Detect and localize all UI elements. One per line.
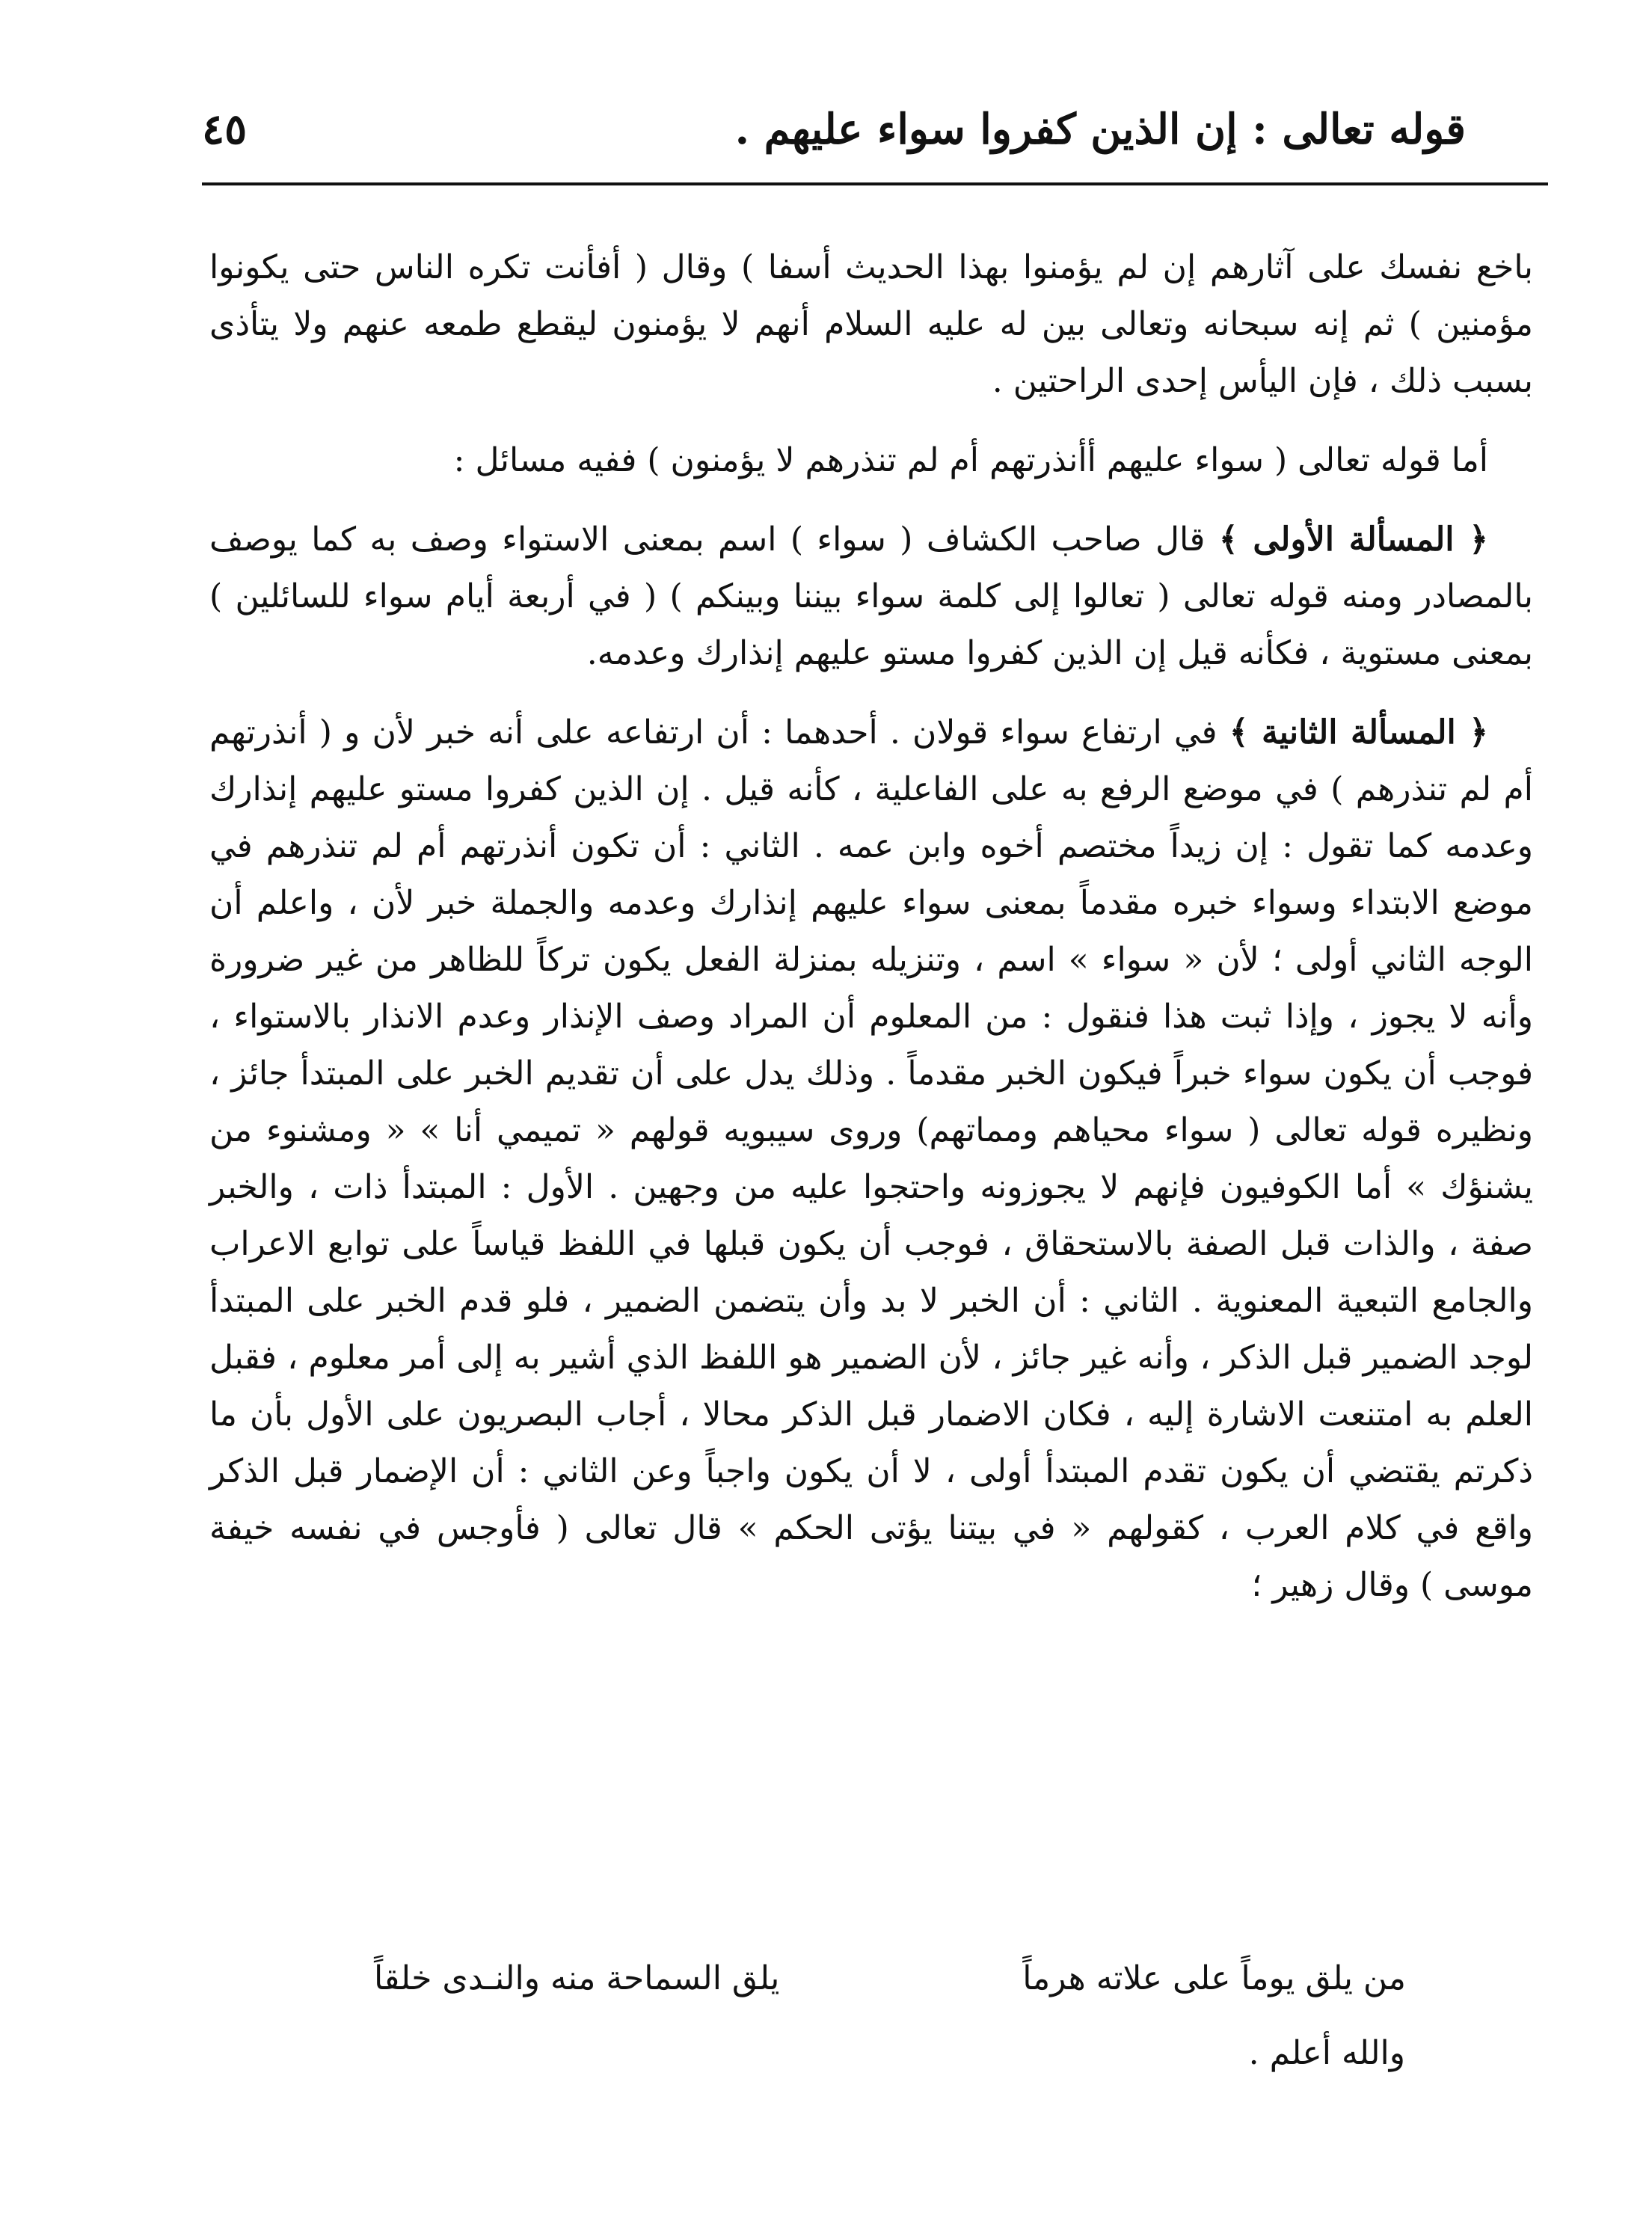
running-head: قوله تعالى : إن الذين كفروا سواء عليهم . (734, 105, 1466, 154)
paragraph-second-issue (209, 704, 1533, 1614)
second-issue-heading: ﴿ المسألة الثانية ﴾ (1229, 713, 1489, 752)
main-text (209, 239, 1533, 1614)
first-issue-heading: ﴿ المسألة الأولى ﴾ (1218, 520, 1488, 559)
paragraph-1: باخع نفسك على آثارهم إن لم يؤمنوا بهذا الحديث أسفا ) وقال ( أفأنت تكره الناس حتى يكونوا مؤمنين ) ثم إنه سبحانه وتعالى بين له عليه السلام أنهم لا يؤمنون ليقطع طمعه عنهم ولا يتأذى بسبب ذلك ، فإن اليأس إحدى الراحتين . (209, 248, 1533, 400)
paragraph-first-issue (209, 512, 1533, 682)
second-issue-text: في ارتفاع سواء قولان . أحدهما : أن ارتفاعه على أنه خبر لأن و ( أنذرتهم أم لم تنذرهم ) في موضع الرفع به على الفاعلية ، كأنه قيل . إن الذين كفروا مستو عليهم إنذارك وعدمه كما تقول : إن زيداً مختصم أخوه وابن عمه . الثاني : أن تكون أنذرتهم أم لم تنذرهم في موضع الابتداء وسواء خبره مقدماً بمعنى سواء عليهم إنذارك وعدمه والجملة خبر لأن ، واعلم أن الوجه الثاني أولى ؛ لأن « سواء » اسم ، وتنزيله بمنزلة الفعل يكون تركاً للظاهر من غير ضرورة وأنه لا يجوز ، وإذا ثبت هذا فنقول : من المعلوم أن المراد وصف الإنذار وعدم الانذار بالاستواء ، فوجب أن يكون سواء خبراً فيكون الخبر مقدماً . وذلك يدل على أن تقديم الخبر على المبتدأ جائز ، ونظيره قوله تعالى ( سواء محياهم ومماتهم) وروى سيبويه قولهم « تميمي أنا » « ومشنوء من يشنؤك » أما الكوفيون فإنهم لا يجوزونه واحتجوا عليه من وجهين . الأول : المبتدأ ذات ، والخبر صفة ، والذات قبل الصفة بالاستحقاق ، فوجب أن يكون قبلها في اللفظ قياساً على توابع الاعراب والجامع التبعية المعنوية . الثاني : أن الخبر لا بد وأن يتضمن الضمير ، فلو قدم الخبر على المبتدأ لوجد الضمير قبل الذكر ، وأنه غير جائز ، لأن الضمير هو اللفظ الذي أشير به إلى أمر معلوم ، فقبل العلم به امتنعت الاشارة إليه ، فكان الاضمار قبل الذكر محالا ، أجاب البصريون على الأول بأن ما ذكرتم يقتضي أن يكون تقدم المبتدأ أولى ، لا أن يكون واجباً وعن الثاني : أن الإضمار قبل الذكر واقع في كلام العرب ، كقولهم « في بيتنا يؤتى الحكم » قال تعالى ( فأوجس في نفسه خيفة موسى ) وقال زهير ؛ (209, 713, 1533, 1604)
verse-first-hemistich: من يلق يوماً على علاته هرماً (1022, 1959, 1406, 1997)
page-header (202, 105, 1548, 172)
header-divider (202, 182, 1548, 185)
first-issue-text: قال صاحب الكشاف ( سواء ) اسم بمعنى الاستواء وصف به كما يوصف بالمصادر ومنه قوله تعالى ( تعالوا إلى كلمة سواء بيننا وبينكم ) ( في أربعة أيام سواء للسائلين ) بمعنى مستوية ، فكأنه قيل إن الذين كفروا مستو عليهم إنذارك وعدمه. (209, 520, 1533, 672)
verse-second-hemistich: يلق السماحة منه والنـدى خلقاً (374, 1959, 780, 1997)
poetry-verse (374, 1959, 1406, 2019)
page-number: ٤٥ (202, 105, 248, 154)
paragraph-2: أما قوله تعالى ( سواء عليهم أأنذرتهم أم لم تنذرهم لا يؤمنون ) ففيه مسائل : (453, 441, 1488, 479)
closing-line: والله أعلم . (1248, 2034, 1405, 2072)
